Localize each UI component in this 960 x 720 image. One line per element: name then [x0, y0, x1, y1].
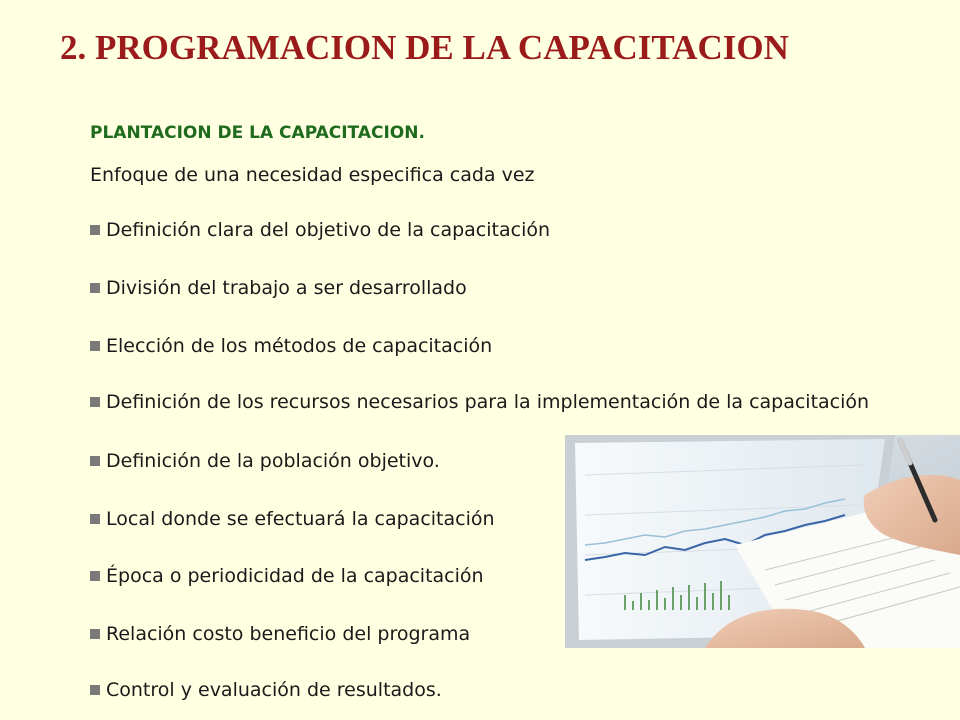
report-photo: [565, 435, 960, 648]
bullet-text: Época o periodicidad de la capacitación: [106, 565, 484, 587]
slide-title: 2. PROGRAMACION DE LA CAPACITACION: [60, 28, 789, 67]
bullet-item: [90, 507, 495, 531]
intro-text: Enfoque de una necesidad especifica cada vez: [90, 164, 535, 186]
bullet-square-icon: [90, 629, 100, 639]
bullet-text: División del trabajo a ser desarrollado: [106, 277, 467, 299]
bullet-square-icon: [90, 225, 100, 235]
bullet-square-icon: [90, 456, 100, 466]
bullet-text: Control y evaluación de resultados.: [106, 679, 442, 701]
bullet-item: [90, 622, 470, 646]
bullet-square-icon: [90, 571, 100, 581]
bullet-square-icon: [90, 397, 100, 407]
bullet-square-icon: [90, 341, 100, 351]
photo-illustration: [565, 435, 960, 648]
bullet-text: Definición de la población objetivo.: [106, 450, 440, 472]
bullet-text: Elección de los métodos de capacitación: [106, 335, 493, 357]
bullet-square-icon: [90, 283, 100, 293]
bullet-item: [90, 334, 492, 358]
bullet-item: [90, 449, 440, 473]
bullet-item: [90, 218, 550, 242]
bullet-text: Definición de los recursos necesarios para la implementación de la capacitación: [106, 391, 870, 413]
bullet-item: [90, 564, 484, 588]
bullet-text: Local donde se efectuará la capacitación: [106, 508, 495, 530]
bullet-text: Definición clara del objetivo de la capacitación: [106, 219, 551, 241]
bullet-item: [90, 390, 869, 414]
bullet-item: [90, 678, 442, 702]
section-subtitle: PLANTACION DE LA CAPACITACION.: [90, 123, 425, 143]
bullet-square-icon: [90, 514, 100, 524]
bullet-item: [90, 276, 467, 300]
bullet-text: Relación costo beneficio del programa: [106, 623, 471, 645]
bullet-square-icon: [90, 685, 100, 695]
